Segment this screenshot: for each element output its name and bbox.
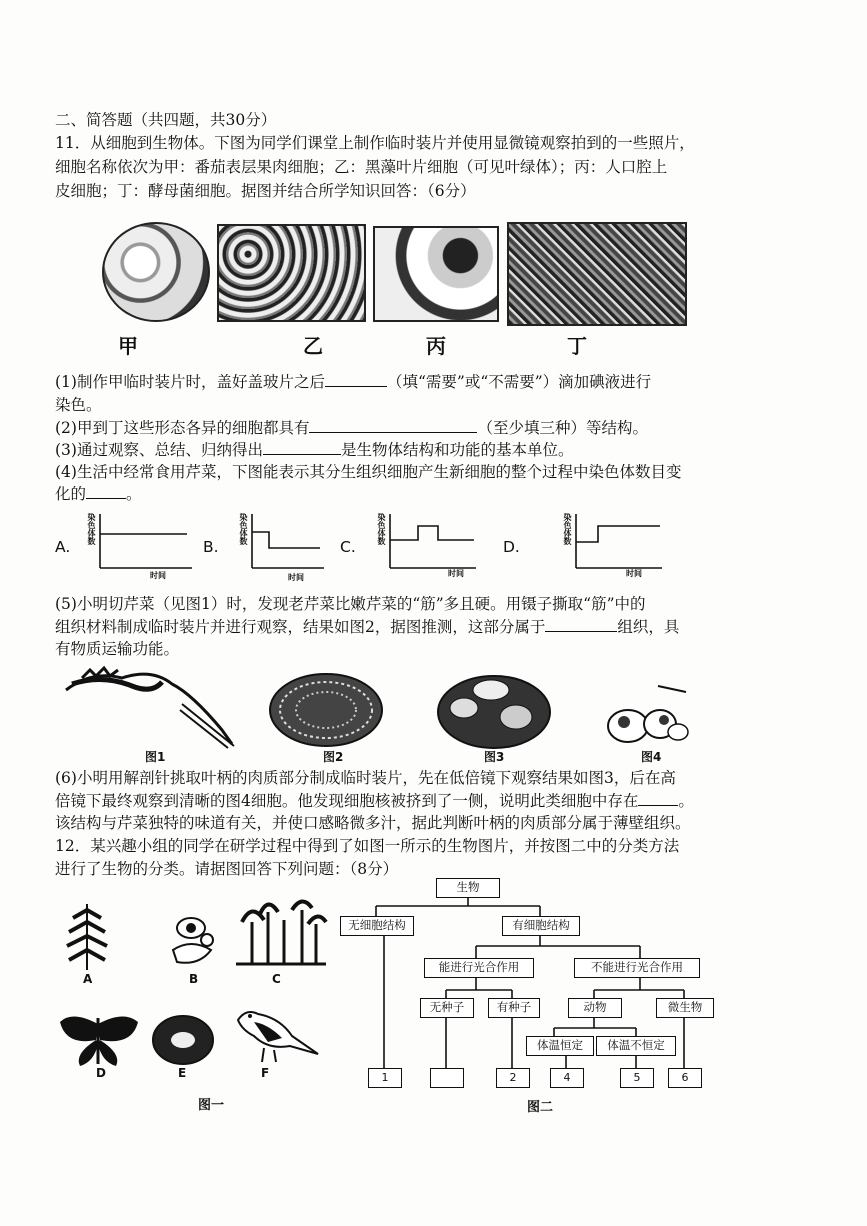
tree-no-photosynthesis: 不能进行光合作用 xyxy=(574,958,700,978)
graph-c-ylabel: 染色体数 xyxy=(377,513,386,545)
tree-leaf-2[interactable]: 2 xyxy=(496,1068,530,1088)
q11-stem-line1: 11．从细胞到生物体。下图为同学们课堂上制作临时装片并使用显微镜观察拍到的一些照片， xyxy=(55,134,695,152)
graph-a-ylabel: 染色体数 xyxy=(87,513,96,545)
graph-b-ylabel: 染色体数 xyxy=(239,513,248,545)
tree-leaf-5[interactable]: 5 xyxy=(620,1068,654,1088)
graph-d-xlabel: 时间 xyxy=(626,569,642,578)
tree-leaf-1[interactable]: 1 xyxy=(368,1068,402,1088)
q11-p2-text-b: （至少填三种）等结构。 xyxy=(477,419,648,437)
graph-a-xlabel: 时间 xyxy=(150,571,166,580)
tree-microorganisms: 微生物 xyxy=(656,998,714,1018)
section-heading: 二、简答题（共四题，共30分） xyxy=(55,111,277,129)
tree-root-organisms: 生物 xyxy=(436,878,500,898)
tree-constant-temperature: 体温恒定 xyxy=(526,1036,594,1056)
option-d[interactable]: D. xyxy=(503,538,520,556)
graph-d-ylabel: 染色体数 xyxy=(563,513,572,545)
q12-stem-line1: 12．某兴趣小组的同学在研学过程中得到了如图一所示的生物图片，并按图二中的分类方法 xyxy=(55,837,680,855)
q11-p2-text-a: (2)甲到丁这些形态各异的细胞都具有 xyxy=(55,419,310,437)
q12-stem-line2: 进行了生物的分类。请据图回答下列问题：（8分） xyxy=(55,860,399,878)
q11-p1-text-b: （填“需要”或“不需要”）滴加碘液进行 xyxy=(386,373,652,391)
tree-photosynthesis: 能进行光合作用 xyxy=(424,958,534,978)
q11-p6-text-b: 倍镜下最终观察到清晰的图4细胞。他发现细胞核被挤到了一侧，说明此类细胞中存在 xyxy=(55,792,639,810)
organism-label-a: A xyxy=(83,972,93,986)
q11-p5-text-b: 组织材料制成临时装片并进行观察，结果如图2，据图推测，这部分属于 xyxy=(55,618,546,636)
figure-3-label: 图3 xyxy=(484,750,505,764)
graph-b-xlabel: 时间 xyxy=(288,573,304,582)
graph-c-xlabel: 时间 xyxy=(448,569,464,578)
q11-p3-text-a: (3)通过观察、总结、归纳得出 xyxy=(55,441,263,459)
q11-p4-text-c: 。 xyxy=(126,485,142,503)
q11-p5-text-c: 组织，具 xyxy=(617,618,680,636)
tree-leaf-6[interactable]: 6 xyxy=(668,1068,702,1088)
photo-label-jia: 甲 xyxy=(118,334,138,358)
tree-variable-temperature: 体温不恒定 xyxy=(596,1036,676,1056)
organism-label-c: C xyxy=(272,972,281,986)
figure-1-label: 图1 xyxy=(145,750,166,764)
q11-p4-text-b: 化的 xyxy=(55,485,87,503)
q11-p1-text-a: (1)制作甲临时装片时，盖好盖玻片之后 xyxy=(55,373,325,391)
q11-stem-line3: 皮细胞；丁：酵母菌细胞。据图并结合所学知识回答：（6分） xyxy=(55,182,476,200)
q11-part6-line1: (6)小明用解剖针挑取叶柄的肉质部分制成临时装片，先在低倍镜下观察结果如图3，后在高 xyxy=(55,769,676,787)
figure-yi-caption: 图一 xyxy=(198,1098,225,1113)
organism-label-e: E xyxy=(178,1066,187,1080)
q11-p3-text-b: 是生物体结构和功能的基本单位。 xyxy=(340,441,574,459)
tree-has-seeds: 有种子 xyxy=(488,998,540,1018)
organism-label-d: D xyxy=(96,1066,106,1080)
organism-label-b: B xyxy=(189,972,199,986)
q11-part5-line1: (5)小明切芹菜（见图1）时，发现老芹菜比嫩芹菜的“筋”多且硬。用镊子撕取“筋”中的 xyxy=(55,595,646,613)
figure-2-label: 图2 xyxy=(323,750,344,764)
figure-er-caption: 图二 xyxy=(527,1100,554,1115)
tree-no-cell-structure: 无细胞结构 xyxy=(340,916,414,936)
q11-stem-line2: 细胞名称依次为甲：番茄表层果肉细胞；乙：黑藻叶片细胞（可见叶绿体）；丙：人口腔上 xyxy=(55,158,668,176)
photo-label-ding: 丁 xyxy=(567,334,587,358)
organism-label-f: F xyxy=(261,1066,270,1080)
tree-animals: 动物 xyxy=(568,998,622,1018)
figure-4-label: 图4 xyxy=(641,750,662,764)
q11-part5-line3: 有物质运输功能。 xyxy=(55,640,180,658)
photo-label-bing: 丙 xyxy=(426,334,446,358)
tree-no-seeds: 无种子 xyxy=(420,998,474,1018)
q11-part4-line1: (4)生活中经常食用芹菜，下图能表示其分生组织细胞产生新细胞的整个过程中染色体数目变 xyxy=(55,463,682,481)
option-b[interactable]: B. xyxy=(203,538,219,556)
q11-part6-line3: 该结构与芹菜独特的味道有关，并使口感略微多汁，据此判断叶柄的肉质部分属于薄壁组织。 xyxy=(55,814,691,832)
tree-leaf-blank[interactable] xyxy=(430,1068,464,1088)
option-a[interactable]: A. xyxy=(55,538,71,556)
tree-leaf-4[interactable]: 4 xyxy=(550,1068,584,1088)
q11-part1-line2: 染色。 xyxy=(55,396,102,414)
photo-label-yi: 乙 xyxy=(303,334,323,358)
q11-p6-text-c: 。 xyxy=(678,792,694,810)
option-c[interactable]: C. xyxy=(340,538,356,556)
tree-has-cell-structure: 有细胞结构 xyxy=(502,916,580,936)
